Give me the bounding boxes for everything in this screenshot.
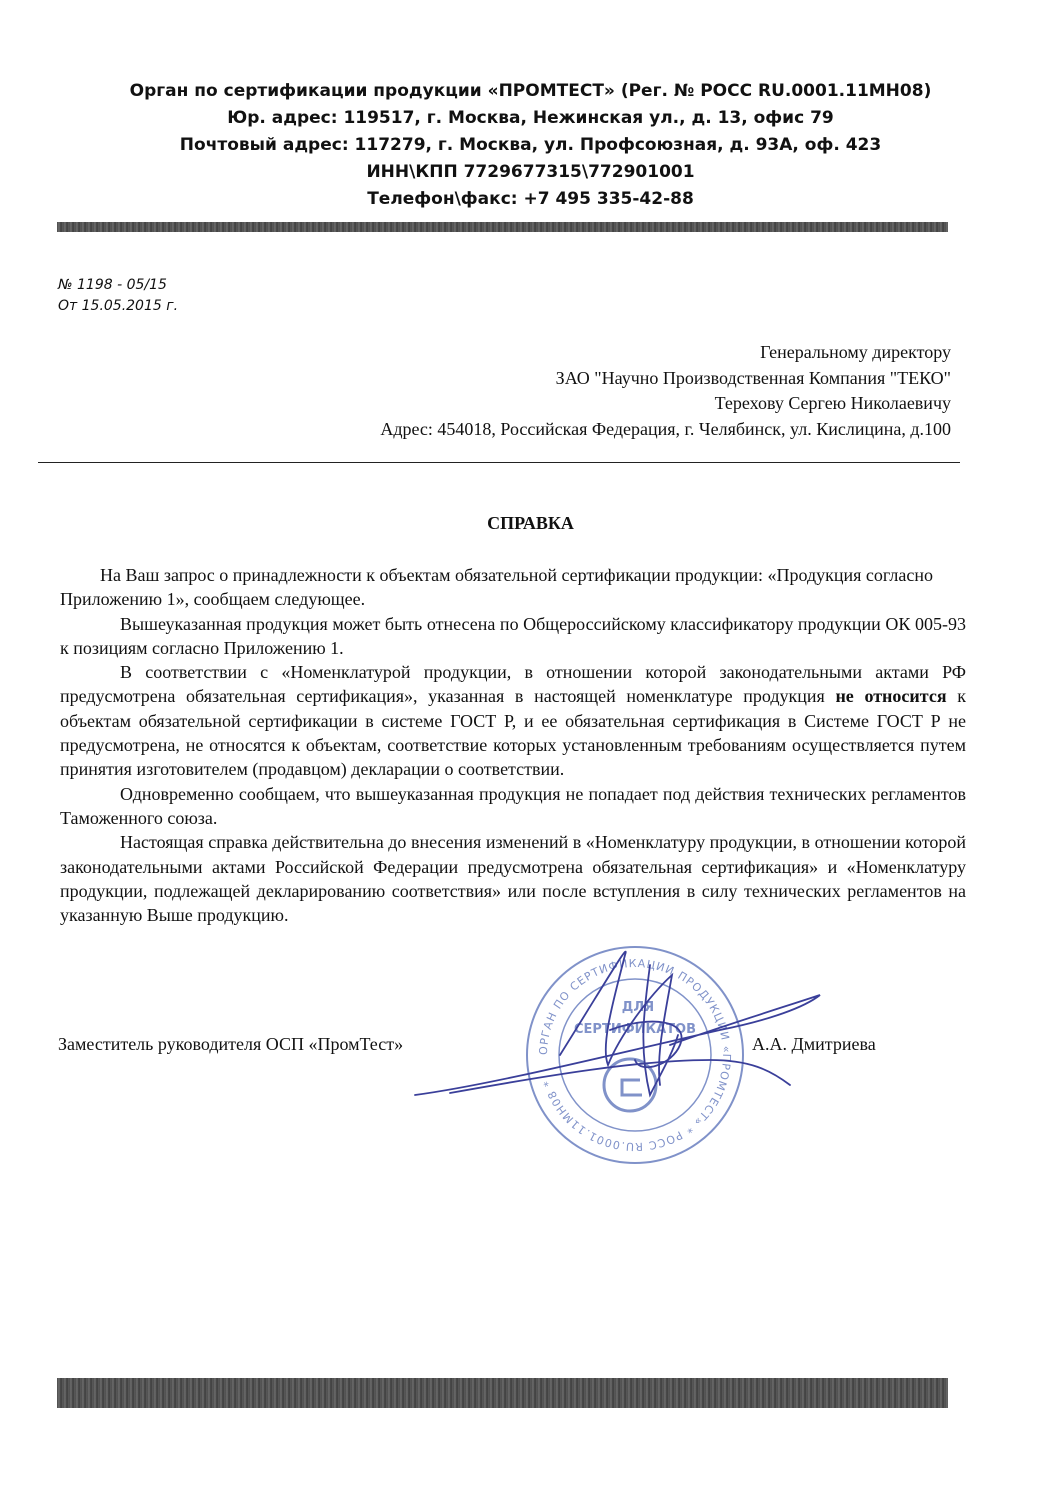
header-divider-bar (57, 222, 948, 232)
addressee-address: Адрес: 454018, Российская Федерация, г. Челябинск, ул. Кислицина, д.100 (380, 418, 951, 439)
stamp-and-signature (410, 935, 850, 1165)
paragraph-3-emphasis: не относится (835, 686, 947, 707)
seal-text-top: ДЛЯ (621, 1000, 655, 1015)
letterhead-inn-kpp: ИНН\КПП 7729677315\772901001 (366, 162, 695, 182)
document-number: № 1198 - 05/15 (58, 277, 167, 293)
addressee-position: Генеральному директору (760, 342, 951, 362)
body-paragraph-3 (60, 660, 966, 781)
paragraph-3-start: В соответствии с «Номенклатурой продукции, в отношении которой законодательными актами РФ предусмотрена обязательная сертификация», указанная в настоящей номенклатуре продукция (60, 662, 966, 707)
seal-ring-text: ОРГАН ПО СЕРТИФИКАЦИИ ПРОДУКЦИИ «ПРОМТЕСТ» * РОСС RU.0001.11МН08 * (536, 956, 734, 1154)
body-paragraph-1: На Ваш запрос о принадлежности к объектам обязательной сертификации продукции: «Продукция согласно Приложению 1», сообщаем следующее. (60, 565, 933, 610)
letterhead-postal-address: Почтовый адрес: 117279, г. Москва, ул. Профсоюзная, д. 93А, оф. 423 (179, 135, 882, 155)
letterhead-phone: Телефон\факс: +7 495 335-42-88 (367, 189, 694, 209)
addressee-block (380, 340, 951, 442)
addressee-person: Терехову Сергею Николаевичу (714, 393, 951, 413)
letterhead-legal-address: Юр. адрес: 119517, г. Москва, Нежинская ул., д. 13, офис 79 (227, 108, 834, 128)
letterhead (0, 78, 1061, 213)
body-paragraph-2: Вышеуказанная продукция может быть отнесена по Общероссийскому классификатору продукции ОК 005-93 к позициям согласно Приложению 1. (60, 613, 966, 658)
body-paragraph-4: Одновременно сообщаем, что вышеуказанная продукция не попадает под действия технических регламентов Таможенного союза. (60, 783, 966, 828)
document-body (60, 563, 966, 927)
document-reference (58, 275, 178, 317)
signer-name: А.А. Дмитриева (752, 1034, 876, 1054)
seal-text-middle: СЕРТИФИКАТОВ (574, 1022, 696, 1037)
addressee-divider (38, 462, 960, 463)
document-title: СПРАВКА (487, 513, 574, 533)
document-date: От 15.05.2015 г. (58, 298, 179, 314)
footer-bar (57, 1378, 948, 1408)
letterhead-organization: Орган по сертификации продукции «ПРОМТЕСТ» (Рег. № РОСС RU.0001.11МН08) (129, 81, 932, 101)
seal-emblem-mark (622, 1080, 642, 1095)
paragraph-3-end: к объектам обязательной сертификации в системе ГОСТ Р, и ее обязательная сертификация в Системе ГОСТ Р не предусмотрена, не относятся к объектам, соответствие которых установленным требованиям осуществляется путем принятия изготовителем (продавцом) декларации о соответствии. (60, 686, 966, 780)
addressee-company: ЗАО "Научно Производственная Компания "ТЕКО" (555, 367, 951, 388)
body-paragraph-5: Настоящая справка действительна до внесения изменений в «Номенклатуру продукции, в отношении которой законодательными актами Российской Федерации предусмотрена обязательная сертификация» и «Номенклатуру продукции, подлежащей декларированию соответствия» или после вступления в силу технических регламентов на указанную Выше продукцию. (60, 832, 966, 926)
signer-role: Заместитель руководителя ОСП «ПромТест» (58, 1034, 404, 1054)
